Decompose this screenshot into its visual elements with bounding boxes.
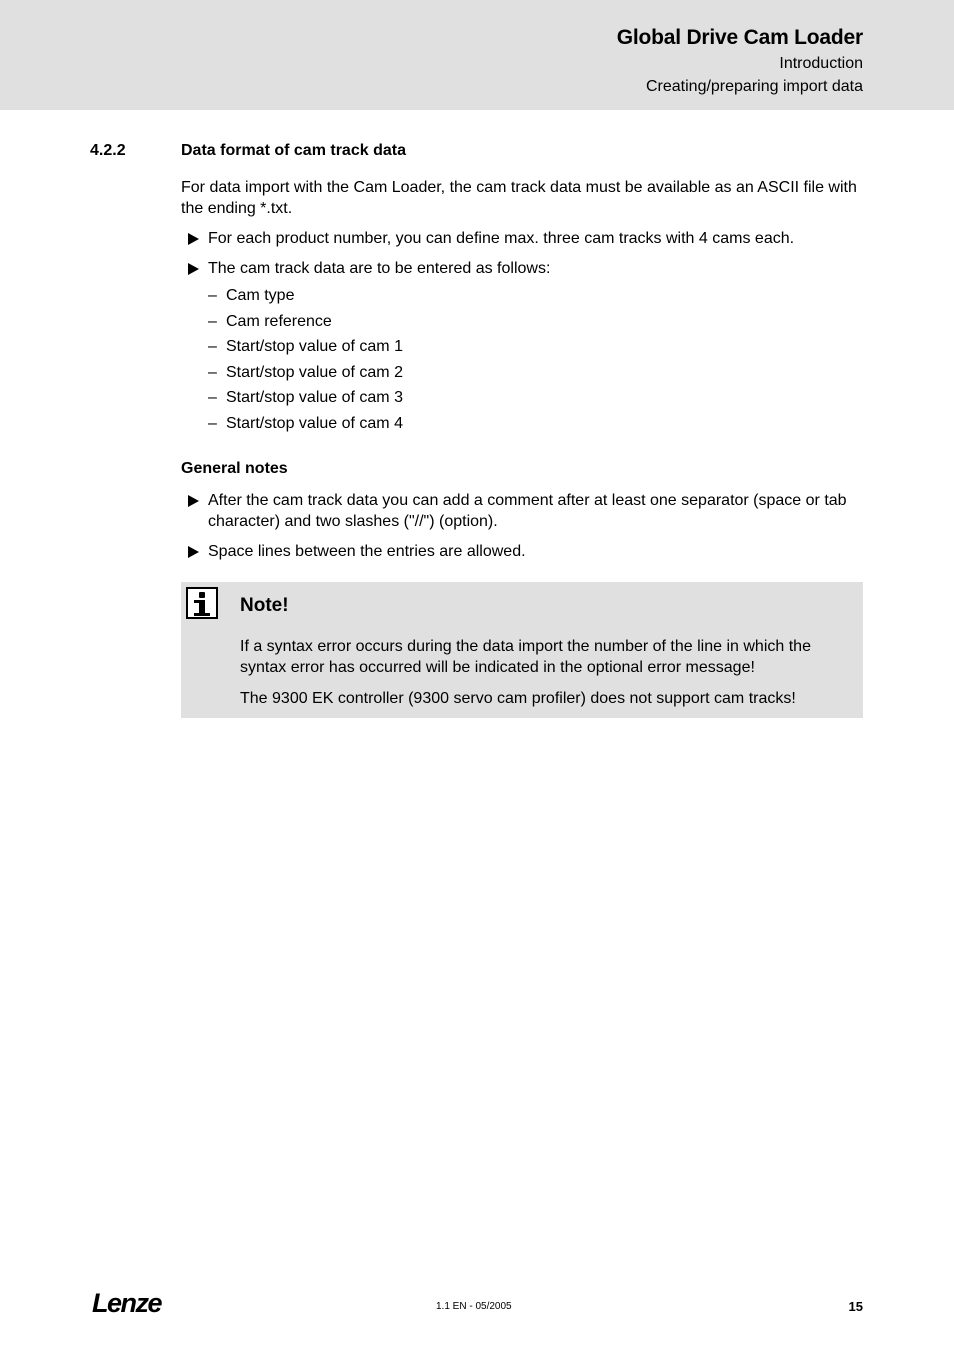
- list-item: For each product number, you can define max. three cam tracks with 4 cams each.: [181, 228, 865, 249]
- info-icon: [186, 587, 218, 619]
- section-number: 4.2.2: [90, 142, 126, 159]
- chapter-title: Introduction: [779, 55, 863, 72]
- dash-icon: –: [208, 389, 217, 407]
- arrow-bullet-icon: [188, 263, 199, 275]
- note-title: Note!: [240, 595, 289, 616]
- note-box: [181, 582, 863, 718]
- list-item: – Start/stop value of cam 3: [181, 385, 865, 411]
- cam-data-list: [181, 283, 865, 437]
- page-header: [0, 0, 954, 110]
- main-content: [181, 177, 865, 562]
- lenze-logo: Lenze: [92, 1288, 162, 1318]
- list-item: – Start/stop value of cam 4: [181, 411, 865, 437]
- list-item: – Start/stop value of cam 1: [181, 334, 865, 360]
- dash-icon: –: [208, 414, 217, 432]
- note-paragraph: If a syntax error occurs during the data import the number of the line in which the syntax error has occurred will be indicated in the optional error message!: [240, 638, 811, 676]
- general-notes-heading: General notes: [181, 459, 288, 477]
- arrow-bullet-icon: [188, 495, 199, 507]
- dash-icon: –: [208, 363, 217, 381]
- list-item: – Cam type: [181, 283, 865, 309]
- page-number: 15: [848, 1299, 863, 1314]
- version-label: 1.1 EN - 05/2005: [436, 1301, 512, 1312]
- dash-icon: –: [208, 287, 217, 304]
- document-title: Global Drive Cam Loader: [616, 26, 863, 49]
- note-body: [240, 636, 850, 709]
- list-item: – Cam reference: [181, 309, 865, 335]
- arrow-bullet-icon: [188, 546, 199, 558]
- dash-icon: –: [208, 312, 217, 330]
- arrow-bullet-icon: [188, 233, 199, 245]
- intro-paragraph: For data import with the Cam Loader, the cam track data must be available as an ASCII file with the ending *.txt.: [181, 179, 857, 217]
- list-item: After the cam track data you can add a comment after at least one separator (space or tab character) and two slashes ("//") (option).: [181, 490, 865, 532]
- list-item: – Start/stop value of cam 2: [181, 360, 865, 386]
- list-item: Space lines between the entries are allowed.: [181, 541, 865, 562]
- list-item: The cam track data are to be entered as follows:: [181, 258, 865, 279]
- section-breadcrumb: Creating/preparing import data: [645, 78, 863, 95]
- dash-icon: –: [208, 338, 217, 356]
- section-title: Data format of cam track data: [181, 142, 406, 159]
- note-paragraph: The 9300 EK controller (9300 servo cam profiler) does not support cam tracks!: [240, 690, 796, 707]
